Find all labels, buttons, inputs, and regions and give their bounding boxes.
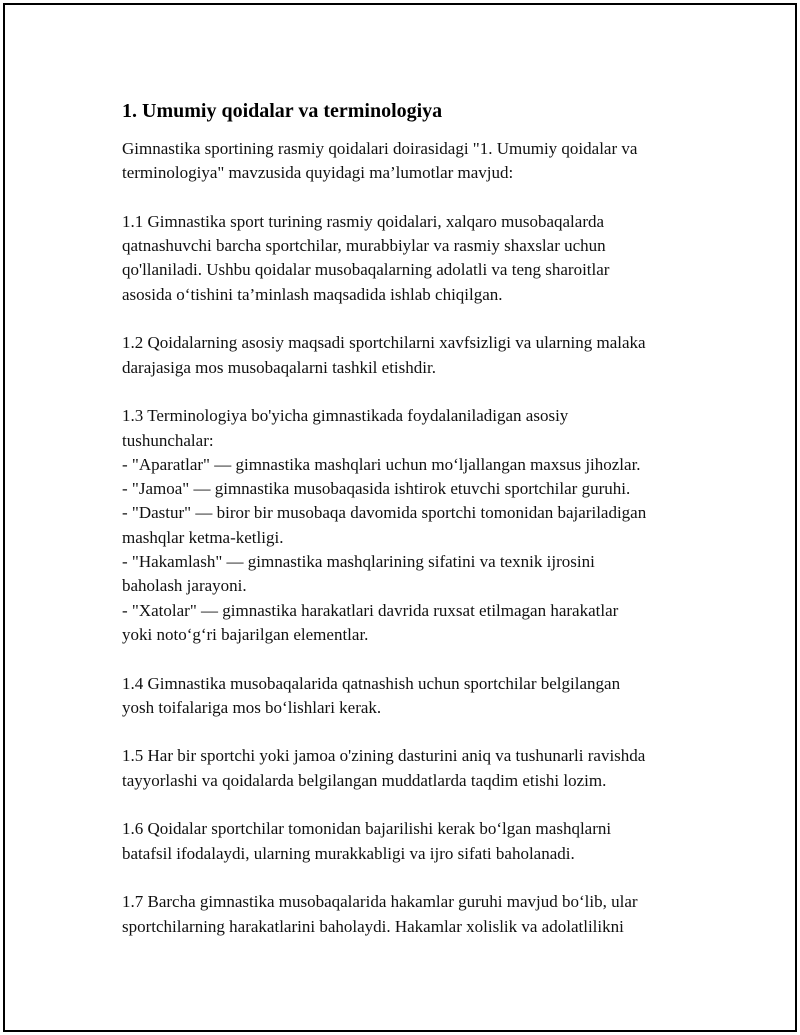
paragraph-line: 1.5 Har bir sportchi yoki jamoa o'zining dasturini aniq va tushunarli ravishda [122, 746, 646, 766]
paragraph-line: 1.3 Terminologiya bo'yicha gimnastikada foydalaniladigan asosiy [122, 406, 569, 426]
paragraph [122, 672, 702, 721]
paragraph [122, 137, 702, 186]
document-body [122, 97, 702, 963]
paragraph-line: terminologiya" mavzusida quyidagi ma’lumotlar mavjud: [122, 163, 514, 183]
paragraph-line: mashqlar ketma-ketligi. [122, 527, 284, 547]
paragraph [122, 331, 702, 380]
paragraph [122, 817, 702, 866]
paragraph-line: yoki noto‘g‘ri bajarilgan elementlar. [122, 624, 369, 644]
paragraph-line: qo'llaniladi. Ushbu qoidalar musobaqalarning adolatli va teng sharoitlar [122, 260, 610, 280]
paragraph [122, 404, 702, 647]
paragraph-line: tushunchalar: [122, 430, 214, 450]
paragraph-line: batafsil ifodalaydi, ularning murakkabligi va ijro sifati baholanadi. [122, 843, 575, 863]
paragraph [122, 210, 702, 307]
paragraph-line: sportchilarning harakatlarini baholaydi. Hakamlar xolislik va adolatlilikni [122, 916, 624, 936]
paragraph-line: 1.1 Gimnastika sport turining rasmiy qoidalari, xalqaro musobaqalarda [122, 211, 605, 231]
paragraph-line: tayyorlashi va qoidalarda belgilangan muddatlarda taqdim etishi lozim. [122, 770, 607, 790]
document-page [3, 3, 797, 1032]
paragraph-line: - "Hakamlash" — gimnastika mashqlarining sifatini va texnik ijrosini [122, 552, 595, 572]
paragraph-line: asosida o‘tishini ta’minlash maqsadida ishlab chiqilgan. [122, 284, 503, 304]
paragraph [122, 744, 702, 793]
paragraph-line: 1.2 Qoidalarning asosiy maqsadi sportchilarni xavfsizligi va ularning malaka [122, 333, 646, 353]
paragraph-line: darajasiga mos musobaqalarni tashkil etishdir. [122, 357, 436, 377]
paragraph-line: - "Jamoa" — gimnastika musobaqasida ishtirok etuvchi sportchilar guruhi. [122, 479, 631, 499]
paragraph-line: Gimnastika sportining rasmiy qoidalari doirasidagi "1. Umumiy qoidalar va [122, 139, 638, 158]
paragraph-line: - "Xatolar" — gimnastika harakatlari davrida ruxsat etilmagan harakatlar [122, 600, 619, 620]
paragraph-line: - "Aparatlar" — gimnastika mashqlari uchun mo‘ljallangan maxsus jihozlar. [122, 454, 641, 474]
paragraph-line: 1.4 Gimnastika musobaqalarida qatnashish uchun sportchilar belgilangan [122, 673, 621, 693]
paragraph-line: 1.6 Qoidalar sportchilar tomonidan bajarilishi kerak bo‘lgan mashqlarni [122, 819, 612, 839]
paragraph-line: baholash jarayoni. [122, 576, 247, 596]
paragraph-line: qatnashuvchi barcha sportchilar, murabbiylar va rasmiy shaxslar uchun [122, 236, 606, 256]
section-heading: 1. Umumiy qoidalar va terminologiya [122, 100, 443, 122]
paragraph-line: yosh toifalariga mos bo‘lishlari kerak. [122, 697, 382, 717]
paragraph [122, 890, 702, 939]
paragraph-list [122, 137, 702, 939]
paragraph-line: 1.7 Barcha gimnastika musobaqalarida hakamlar guruhi mavjud bo‘lib, ular [122, 892, 638, 912]
paragraph-line: - "Dastur" — biror bir musobaqa davomida sportchi tomonidan bajariladigan [122, 503, 647, 523]
